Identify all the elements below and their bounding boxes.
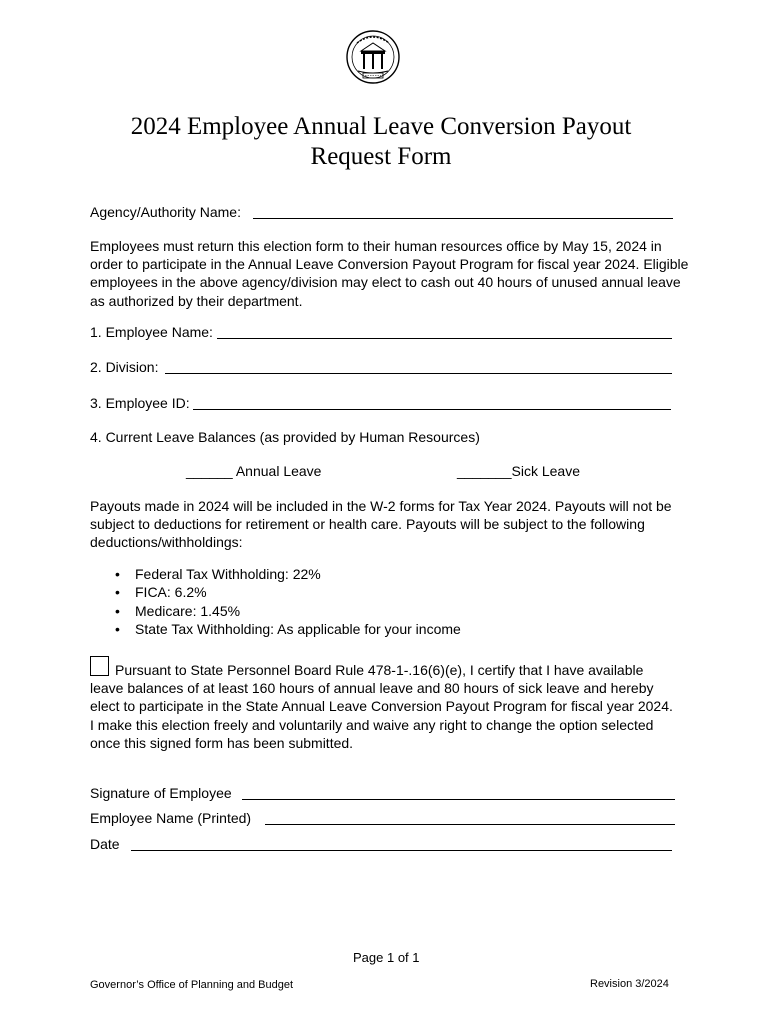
date-label: Date bbox=[90, 836, 120, 852]
printed-name-field[interactable] bbox=[265, 824, 675, 825]
intro-paragraph: Employees must return this election form to their human resources office by May 15, 2024 in order to participate in the Annual Leave Conversion Payout Program for fiscal year 2024. Eligible employees in the above agency/division may elect to cash out 40 hours of unused annual leave as authorized by their department. bbox=[90, 238, 689, 309]
employee-name-field[interactable] bbox=[217, 338, 672, 339]
agency-label: Agency/Authority Name: bbox=[90, 204, 241, 220]
list-item: • State Tax Withholding: As applicable for your income bbox=[90, 620, 461, 638]
division-field[interactable] bbox=[165, 373, 672, 374]
employee-id-field[interactable] bbox=[193, 409, 671, 410]
footer-organization: Governor’s Office of Planning and Budget bbox=[90, 979, 294, 991]
employee-name-label: 1. Employee Name: bbox=[90, 324, 213, 340]
leave-balances-label: 4. Current Leave Balances (as provided by Human Resources) bbox=[90, 429, 480, 445]
list-item: • Medicare: 1.45% bbox=[90, 602, 461, 620]
form-title bbox=[90, 112, 672, 172]
signature-label: Signature of Employee bbox=[90, 785, 232, 801]
deductions-list bbox=[90, 565, 461, 638]
division-label: 2. Division: bbox=[90, 359, 159, 375]
certification-paragraph: Pursuant to State Personnel Board Rule 478-1-.16(6)(e), I certify that I have available leave balances of at least 160 hours of annual leave and 80 hours of sick leave and hereby elect to participate in the State Annual Leave Conversion Payout Program for fiscal year 2024. I make this election freely and voluntarily and waive any right to change the option selected once this signed form has been submitted. bbox=[90, 662, 673, 751]
list-item: • Federal Tax Withholding: 22% bbox=[90, 565, 461, 583]
date-field[interactable] bbox=[131, 850, 672, 851]
footer-revision: Revision 3/2024 bbox=[590, 978, 669, 990]
annual-leave-field[interactable]: ______ Annual Leave bbox=[186, 463, 322, 479]
form-title-line-1: 2024 Employee Annual Leave Conversion Payout bbox=[130, 113, 632, 140]
page-number: Page 1 of 1 bbox=[353, 950, 420, 965]
sick-leave-field[interactable]: _______Sick Leave bbox=[457, 463, 580, 479]
signature-field[interactable] bbox=[242, 799, 675, 800]
employee-id-label: 3. Employee ID: bbox=[90, 395, 190, 411]
payouts-paragraph: Payouts made in 2024 will be included in the W-2 forms for Tax Year 2024. Payouts will not be subject to deductions for retirement or health care. Payouts will be subject to the following deductions/withholdings: bbox=[90, 498, 672, 551]
form-title-line-2: Request Form bbox=[310, 143, 452, 170]
printed-name-label: Employee Name (Printed) bbox=[90, 810, 252, 826]
list-item: • FICA: 6.2% bbox=[90, 583, 461, 601]
agency-name-field[interactable] bbox=[253, 218, 673, 219]
georgia-state-seal-icon bbox=[345, 27, 401, 101]
